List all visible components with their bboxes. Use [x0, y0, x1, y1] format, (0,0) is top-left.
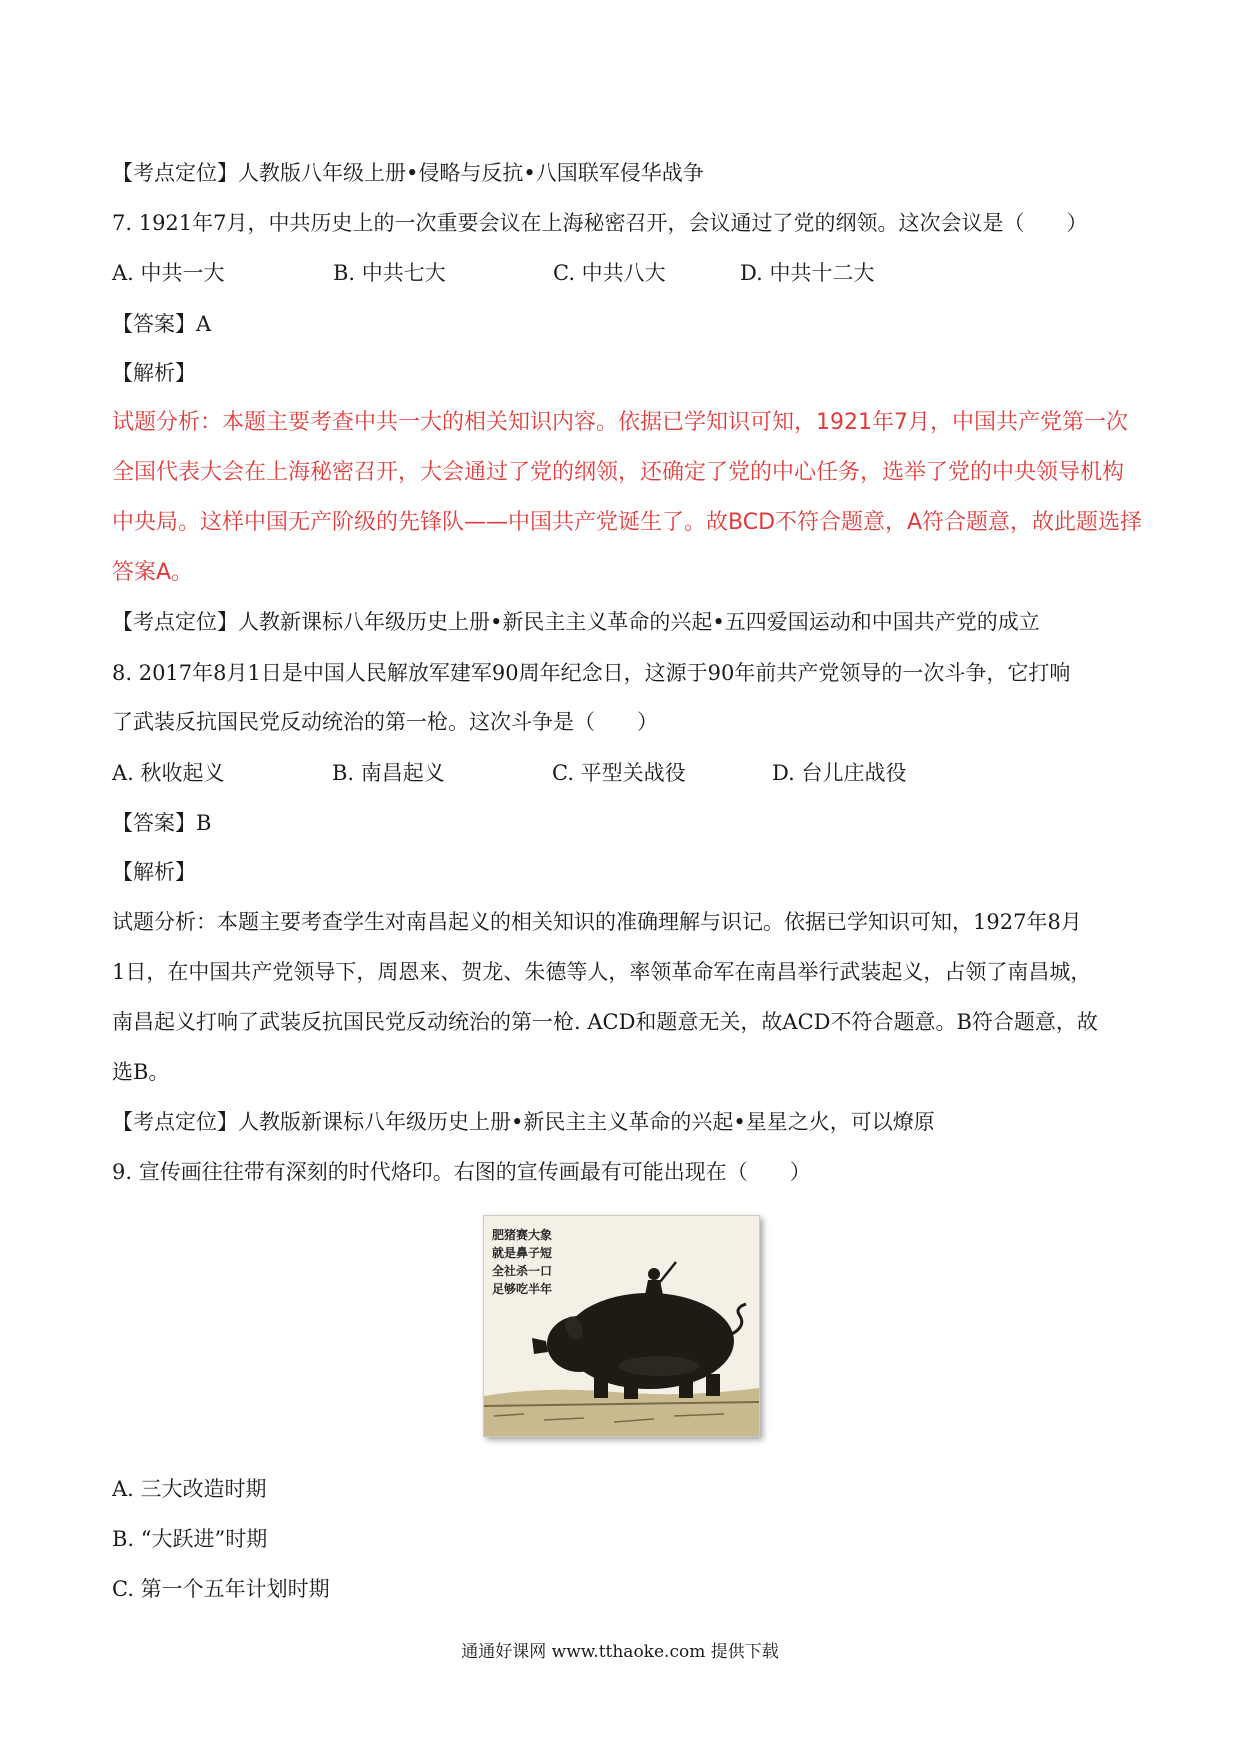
q9-question: 9. 宣传画往往带有深刻的时代烙印。右图的宣传画最有可能出现在（ ）	[112, 1160, 811, 1184]
q7-knowledge-point: 【考点定位】人教新课标八年级历史上册•新民主主义革命的兴起•五四爱国运动和中国共产党的成立	[112, 610, 1040, 634]
q9-option-c: C. 第一个五年计划时期	[112, 1577, 330, 1601]
q8-answer: 【答案】B	[112, 811, 212, 835]
poster-poem-line: 足够吃半年	[492, 1282, 553, 1296]
q9-option-a: A. 三大改造时期	[112, 1477, 267, 1501]
q7-explanation-line: 答案A。	[112, 560, 194, 585]
page-footer: 通通好课网 www.tthaoke.com 提供下载	[461, 1642, 779, 1662]
q8-option-b: B. 南昌起义	[332, 761, 445, 785]
q8-option-a: A. 秋收起义	[112, 761, 225, 785]
q7-option-b: B. 中共七大	[333, 261, 446, 285]
q8-explanation-line: 试题分析：本题主要考查学生对南昌起义的相关知识的准确理解与识记。依据已学知识可知，1927年8月	[112, 910, 1082, 934]
q7-question: 7. 1921年7月，中共历史上的一次重要会议在上海秘密召开，会议通过了党的纲领。这次会议是（ ）	[112, 211, 1088, 235]
q7-option-d: D. 中共十二大	[740, 261, 875, 285]
q7-answer: 【答案】A	[112, 312, 212, 336]
q8-knowledge-point: 【考点定位】人教版新课标八年级历史上册•新民主主义革命的兴起•星星之火，可以燎原	[112, 1110, 935, 1134]
q6-knowledge-point: 【考点定位】人教版八年级上册•侵略与反抗•八国联军侵华战争	[112, 161, 704, 185]
q8-question-line: 了武装反抗国民党反动统治的第一枪。这次斗争是（ ）	[112, 710, 658, 734]
poster-poem-line: 就是鼻子短	[492, 1246, 553, 1260]
q7-option-c: C. 中共八大	[553, 261, 666, 285]
q8-explanation-line: 南昌起义打响了武装反抗国民党反动统治的第一枪. ACD和题意无关，故ACD不符合题意。B符合题意，故	[112, 1010, 1098, 1034]
poster-poem-line: 全社杀一口	[492, 1264, 553, 1278]
q9-option-b: B. “大跃进”时期	[112, 1527, 268, 1551]
q7-option-a: A. 中共一大	[112, 261, 225, 285]
poster-poem-line: 肥猪赛大象	[492, 1228, 553, 1242]
q8-option-d: D. 台儿庄战役	[772, 761, 907, 785]
giant-pig-illustration	[484, 1216, 759, 1436]
q7-explanation-line: 全国代表大会在上海秘密召开，大会通过了党的纲领，还确定了党的中心任务，选举了党的中央领导机构	[112, 460, 1125, 485]
q7-explanation-line: 中央局。这样中国无产阶级的先锋队——中国共产党诞生了。故BCD不符合题意，A符合题意，故此题选择	[112, 510, 1142, 535]
q8-analysis-heading: 【解析】	[112, 860, 196, 884]
q7-explanation-line: 试题分析：本题主要考查中共一大的相关知识内容。依据已学知识可知，1921年7月，中国共产党第一次	[112, 410, 1128, 435]
q8-explanation-line: 选B。	[112, 1060, 170, 1084]
propaganda-poster	[483, 1215, 760, 1437]
q8-explanation-line: 1日，在中国共产党领导下，周恩来、贺龙、朱德等人，率领革命军在南昌举行武装起义，占领了南昌城，	[112, 960, 1092, 984]
q8-option-c: C. 平型关战役	[552, 761, 686, 785]
q7-analysis-heading: 【解析】	[112, 361, 196, 385]
q8-question-line: 8. 2017年8月1日是中国人民解放军建军90周年纪念日，这源于90年前共产党领导的一次斗争，它打响	[112, 661, 1071, 685]
